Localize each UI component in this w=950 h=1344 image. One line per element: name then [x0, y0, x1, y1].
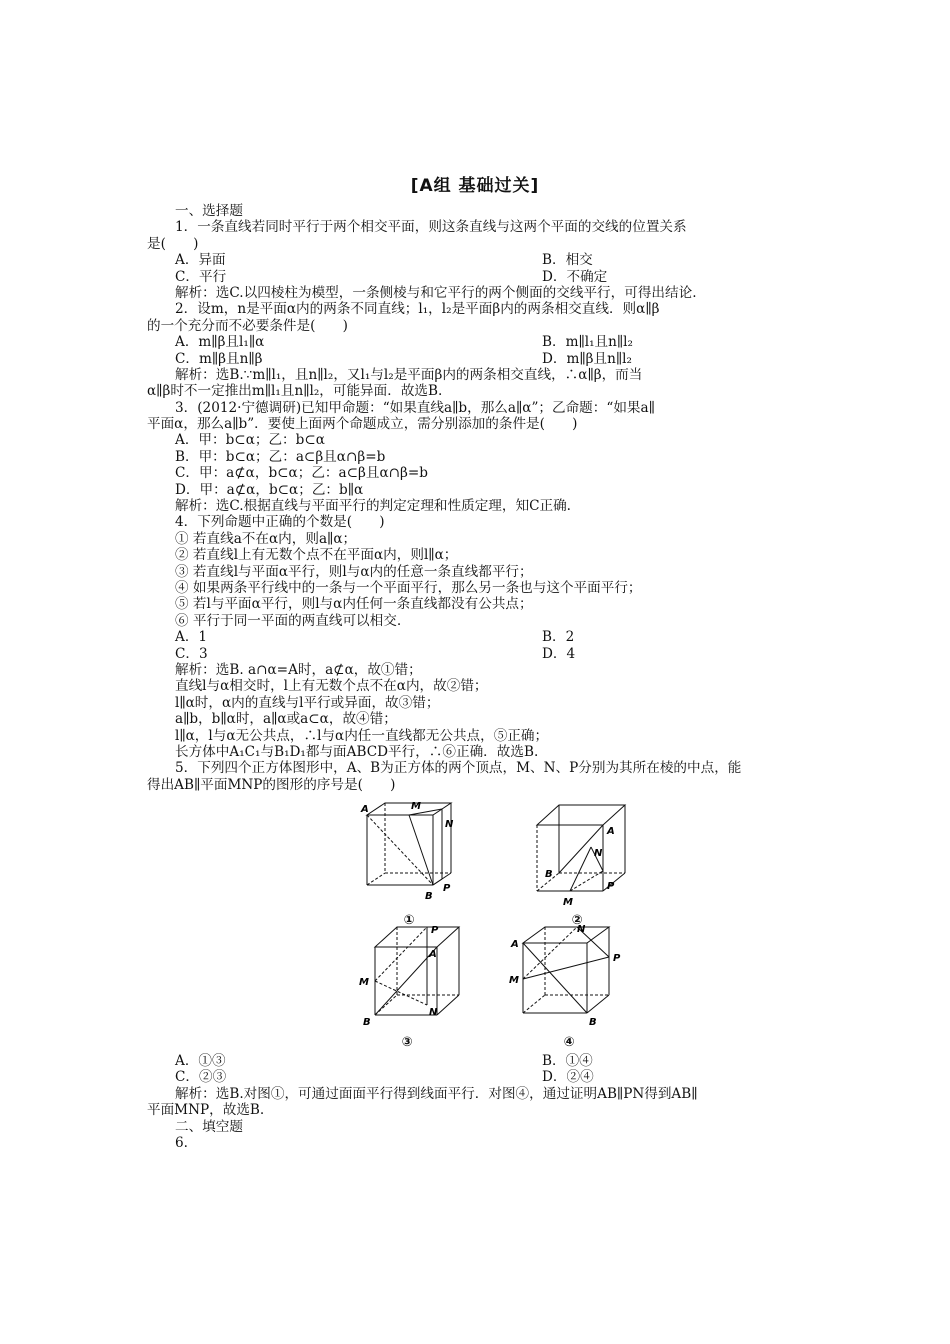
q1-solution: 解析：选C.以四棱柱为模型，一条侧棱与和它平行的两个侧面的交线平行，可得出结论. — [175, 284, 697, 301]
q4-solution-line: l∥α，l与α无公共点，∴l与α内任一直线都无公共点，⑤正确； — [175, 727, 549, 744]
figure-number: ② — [571, 913, 583, 929]
vertex-label-p: P — [431, 925, 439, 937]
q3-option-b: B．甲：b⊂α；乙：a⊂β且α∩β=b — [175, 448, 386, 465]
q2-options-row2 — [147, 351, 807, 367]
figure-number: ③ — [401, 1035, 413, 1051]
q4-item: ① 若直线a不在α内，则a∥α； — [175, 530, 357, 547]
q5-stem: 5．下列四个正方体图形中，A、B为正方体的两个顶点，M、N、P分别为其所在棱的中点，能 — [175, 760, 742, 777]
q1-option-a: A．异面 — [175, 252, 226, 269]
q5-stem-cont: 得出AB∥平面MNP的图形的序号是( ) — [147, 776, 396, 793]
vertex-label-n: N — [445, 819, 454, 831]
vertex-label-m: M — [509, 975, 519, 987]
q4-item: ④ 如果两条平行线中的一条与一个平面平行，那么另一条也与这个平面平行； — [175, 579, 642, 596]
q4-item: ⑥ 平行于同一平面的两直线可以相交. — [175, 612, 402, 629]
cube-figure-3 — [347, 923, 467, 1052]
q2-solution-cont: α∥β时不一定推出m∥l₁且n∥l₂，可能异面．故选B. — [147, 383, 443, 400]
vertex-label-p: P — [607, 881, 615, 893]
q4-options-row1 — [147, 629, 807, 645]
q5-option-c: C．②③ — [175, 1069, 227, 1086]
cube-diagram-4 — [509, 923, 629, 1033]
q4-item: ③ 若直线l与平面α平行，则l与α内的任意一条直线都平行； — [175, 563, 533, 580]
q2-option-c: C．m∥β且n∥β — [175, 350, 263, 367]
q4-option-a: A．1 — [175, 629, 208, 646]
q4-stem: 4．下列命题中正确的个数是( ) — [175, 514, 385, 531]
vertex-label-b: B — [589, 1017, 597, 1029]
vertex-label-p: P — [613, 953, 621, 965]
q2-option-d: D．m∥β且n∥l₂ — [542, 350, 632, 367]
q5-option-a: A．①③ — [175, 1053, 226, 1070]
q5-solution: 解析：选B.对图①，可通过面面平行得到线面平行．对图④，通过证明AB∥PN得到AB∥ — [175, 1085, 698, 1102]
q5-option-b: B．①④ — [542, 1053, 593, 1070]
section-title: 一、选择题 — [175, 203, 243, 219]
q1-option-c: C．平行 — [175, 268, 227, 285]
q2-stem-cont: 的一个充分而不必要条件是( ) — [147, 317, 348, 334]
vertex-label-a: A — [361, 804, 369, 816]
q1-options-row1 — [147, 252, 807, 268]
vertex-label-n: N — [577, 924, 586, 936]
vertex-label-m: M — [359, 977, 369, 989]
cube-diagram-1 — [359, 801, 459, 911]
q3-option-c: C．甲：a⊄α，b⊂α；乙：a⊂β且α∩β=b — [175, 465, 428, 482]
q4-option-b: B．2 — [542, 629, 575, 646]
cube-figure-4 — [509, 923, 629, 1052]
vertex-label-m: M — [563, 897, 573, 909]
q3-option-d: D．甲：a⊄α，b⊂α；乙：b∥α — [175, 481, 364, 498]
q4-options-row2 — [147, 646, 807, 662]
q3-option-a: A．甲：b⊂α；乙：b⊂α — [175, 432, 325, 449]
q3-stem-cont: 平面α，那么a∥b”．要使上面两个命题成立，需分别添加的条件是( ) — [147, 416, 578, 433]
vertex-label-a: A — [511, 939, 519, 951]
q4-option-c: C．3 — [175, 645, 208, 662]
q5-options-row1 — [147, 1053, 807, 1069]
cube-diagram-2 — [527, 801, 637, 911]
vertex-label-m: M — [411, 801, 421, 813]
q2-option-a: A．m∥β且l₁∥α — [175, 334, 265, 351]
cube-diagram-3 — [347, 923, 467, 1033]
q5-option-d: D．②④ — [542, 1069, 594, 1086]
q2-options-row1 — [147, 334, 807, 350]
q2-option-b: B．m∥l₁且n∥l₂ — [542, 334, 633, 351]
content-body — [147, 203, 807, 1151]
vertex-label-a: A — [429, 949, 437, 961]
vertex-label-a: A — [607, 826, 615, 838]
section-heading: [A组 基础过关] — [410, 176, 540, 196]
q4-solution-line: l∥α时，α内的直线与l平行或异面，故③错； — [175, 694, 440, 711]
q2-solution: 解析：选B.∵m∥l₁，且n∥l₂，又l₁与l₂是平面β内的两条相交直线，∴α∥β，而当 — [175, 366, 643, 383]
q4-solution-line: 长方体中A₁C₁与B₁D₁都与面ABCD平行，∴⑥正确．故选B. — [175, 743, 539, 760]
q1-option-b: B．相交 — [542, 252, 593, 269]
q2-stem: 2．设m，n是平面α内的两条不同直线；l₁，l₂是平面β内的两条相交直线．则α∥β — [175, 301, 660, 318]
q5-solution-cont: 平面MNP，故选B. — [147, 1102, 265, 1119]
q5-options-row2 — [147, 1069, 807, 1085]
figure-number: ① — [403, 913, 415, 929]
q4-item: ② 若直线l上有无数个点不在平面α内，则l∥α； — [175, 547, 458, 564]
vertex-label-p: P — [443, 883, 451, 895]
q1-stem-cont: 是( ) — [147, 235, 199, 252]
q4-solution-line: 直线l与α相交时，l上有无数个点不在α内，故②错； — [175, 678, 488, 695]
vertex-label-b: B — [545, 869, 553, 881]
q3-solution: 解析：选C.根据直线与平面平行的判定定理和性质定理，知C正确. — [175, 498, 571, 515]
section-title: 二、填空题 — [175, 1118, 243, 1135]
q4-solution-line: a∥b，b∥α时，a∥α或a⊂α，故④错； — [175, 711, 397, 728]
vertex-label-b: B — [425, 891, 433, 903]
q4-item: ⑤ 若l与平面α平行，则l与α内任何一条直线都没有公共点； — [175, 596, 533, 613]
q1-stem: 1．一条直线若同时平行于两个相交平面，则这条直线与这两个平面的交线的位置关系 — [175, 219, 687, 236]
q1-options-row2 — [147, 269, 807, 285]
q4-option-d: D．4 — [542, 645, 576, 662]
q6-number: 6. — [175, 1135, 188, 1152]
q4-solution: 解析：选B. a∩α=A时，a⊄α，故①错； — [175, 661, 422, 678]
q3-stem: 3．(2012·宁德调研)已知甲命题：“如果直线a∥b，那么a∥α”；乙命题：“如果a∥ — [175, 399, 655, 416]
vertex-label-n: N — [429, 1007, 438, 1019]
figure-number: ④ — [563, 1035, 575, 1051]
cube-figure-1 — [359, 801, 459, 930]
vertex-label-n: N — [594, 848, 603, 860]
vertex-label-b: B — [363, 1017, 371, 1029]
cube-figures — [147, 795, 807, 1049]
cube-figure-2 — [527, 801, 637, 930]
q1-option-d: D．不确定 — [542, 268, 608, 285]
